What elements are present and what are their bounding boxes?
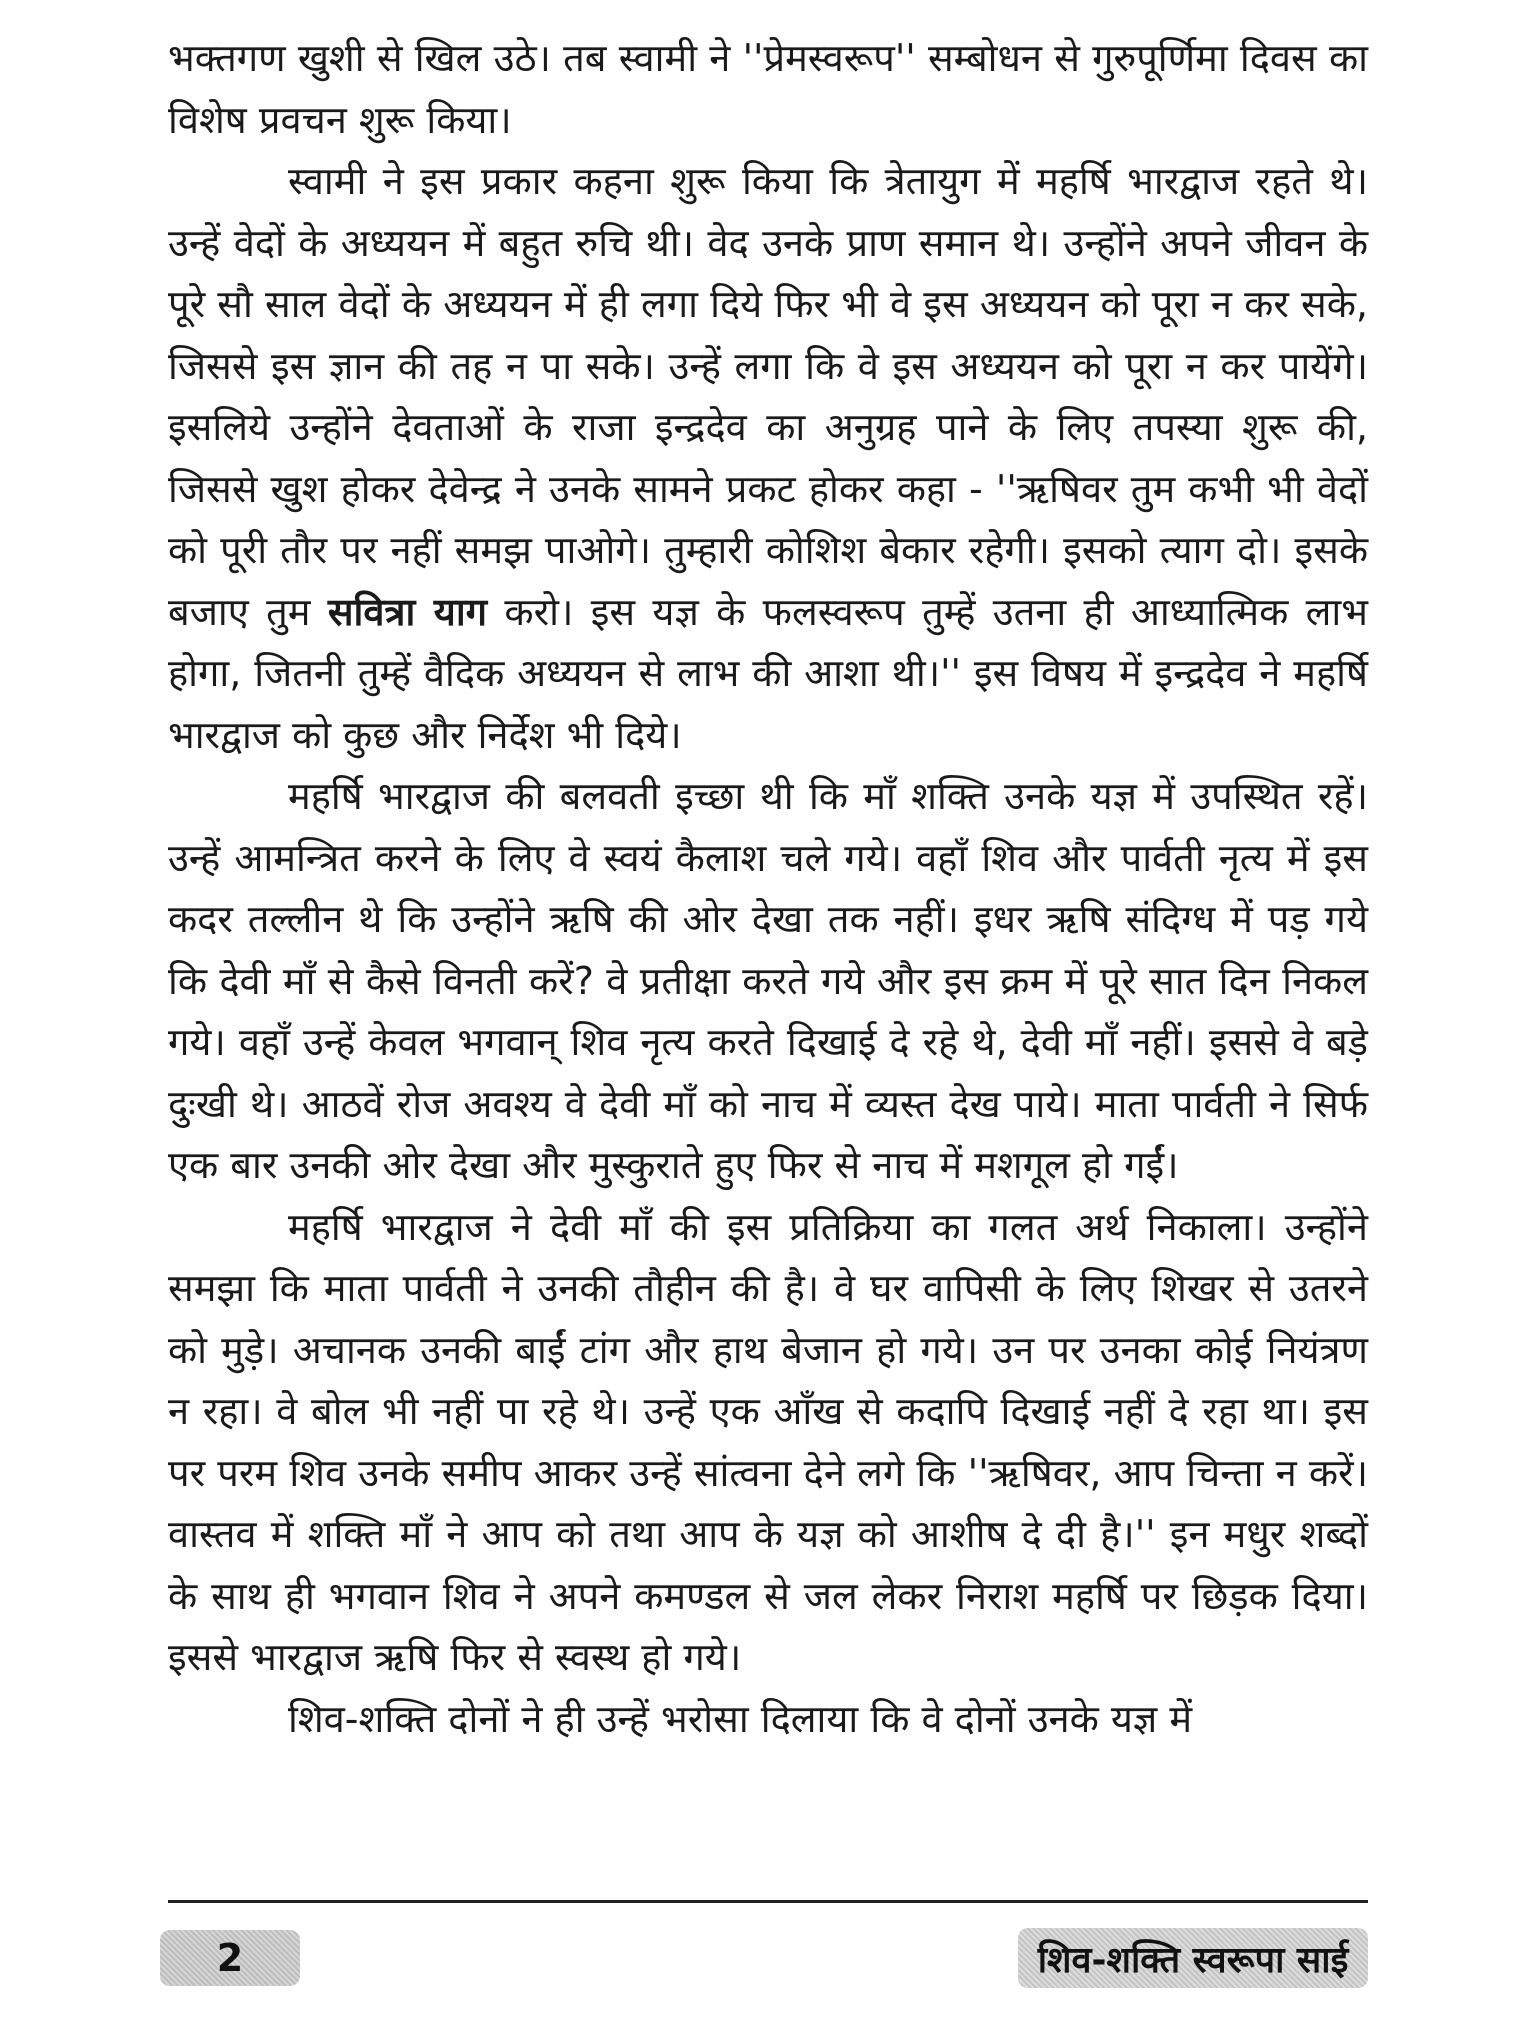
paragraph-3: महर्षि भारद्वाज की बलवती इच्छा थी कि माँ शक्ति उनके यज्ञ में उपस्थित रहें। उन्हें आमन्त्रित करने के लिए वे स्वयं कैलाश चले गये। वहाँ शिव और पार्वती नृत्य में इस कदर तल्लीन थे कि उन्होंने ऋषि की ओर देखा तक नहीं। इधर ऋषि संदिग्ध में पड़ गये कि देवी माँ से कैसे विनती करें? वे प्रतीक्षा करते गये और इस क्रम में पूरे सात दिन निकल गये। वहाँ उन्हें केवल भगवान् शिव नृत्य करते दिखाई दे रहे थे, देवी माँ नहीं। इससे वे बड़े दुःखी थे। आठवें रोज अवश्य वे देवी माँ को नाच में व्यस्त देख पाये। माता पार्वती ने सिर्फ एक बार उनकी ओर देखा और मुस्कुराते हुए फिर से नाच में मशगूल हो गईं। <box>168 774 1368 1187</box>
page-body <box>168 28 1368 1750</box>
paragraph-1: भक्तगण खुशी से खिल उठे। तब स्वामी ने ''प्रेमस्वरूप'' सम्बोधन से गुरुपूर्णिमा दिवस का विशेष प्रवचन शुरू किया। <box>168 36 1368 142</box>
running-title-badge <box>1018 1928 1368 1988</box>
running-title: शिव-शक्ति स्वरूपा साई <box>1037 1939 1349 1981</box>
page-number: 2 <box>216 1936 244 1980</box>
paragraph-5: शिव-शक्ति दोनों ने ही उन्हें भरोसा दिलाया कि वे दोनों उनके यज्ञ में <box>288 1696 1193 1741</box>
paragraph-2 <box>168 151 1368 766</box>
bold-term-savitra-yag: सवित्रा याग <box>327 589 488 634</box>
footer-divider <box>168 1900 1368 1903</box>
paragraph-4: महर्षि भारद्वाज ने देवी माँ की इस प्रतिक्रिया का गलत अर्थ निकाला। उन्होंने समझा कि माता पार्वती ने उनकी तौहीन की है। वे घर वापिसी के लिए शिखर से उतरने को मुड़े। अचानक उनकी बाईं टांग और हाथ बेजान हो गये। उन पर उनका कोई नियंत्रण न रहा। वे बोल भी नहीं पा रहे थे। उन्हें एक आँख से कदापि दिखाई नहीं दे रहा था। इस पर परम शिव उनके समीप आकर उन्हें सांत्वना देने लगे कि ''ऋषिवर, आप चिन्ता न करें। वास्तव में शक्ति माँ ने आप को तथा आप के यज्ञ को आशीष दे दी है।'' इन मधुर शब्दों के साथ ही भगवान शिव ने अपने कमण्डल से जल लेकर निराश महर्षि पर छिड़क दिया। इससे भारद्वाज ऋषि फिर से स्वस्थ हो गये। <box>168 1204 1368 1679</box>
paragraph-2-text-a: स्वामी ने इस प्रकार कहना शुरू किया कि त्रेतायुग में महर्षि भारद्वाज रहते थे। उन्हें वेदों के अध्ययन में बहुत रुचि थी। वेद उनके प्राण समान थे। उन्होंने अपने जीवन के पूरे सौ साल वेदों के अध्ययन में ही लगा दिये फिर भी वे इस अध्ययन को पूरा न कर सके, जिससे इस ज्ञान की तह न पा सके। उन्हें लगा कि वे इस अध्ययन को पूरा न कर पायेंगे। इसलिये उन्होंने देवताओं के राजा इन्द्रदेव का अनुग्रह पाने के लिए तपस्या शुरू की, जिससे खुश होकर देवेन्द्र ने उनके सामने प्रकट होकर कहा - ''ऋषिवर तुम कभी भी वेदों को पूरी तौर पर नहीं समझ पाओगे। तुम्हारी कोशिश बेकार रहेगी। इसको त्याग दो। इसके बजाए तुम <box>168 159 1368 634</box>
paragraph-2-text-b: करो। इस यज्ञ के फलस्वरूप तुम्हें उतना ही आध्यात्मिक लाभ होगा, जितनी तुम्हें वैदिक अध्ययन से लाभ की आशा थी।'' इस विषय में इन्द्रदेव ने महर्षि भारद्वाज को कुछ और निर्देश भी दिये। <box>168 589 1368 757</box>
page-number-badge <box>160 1930 300 1986</box>
